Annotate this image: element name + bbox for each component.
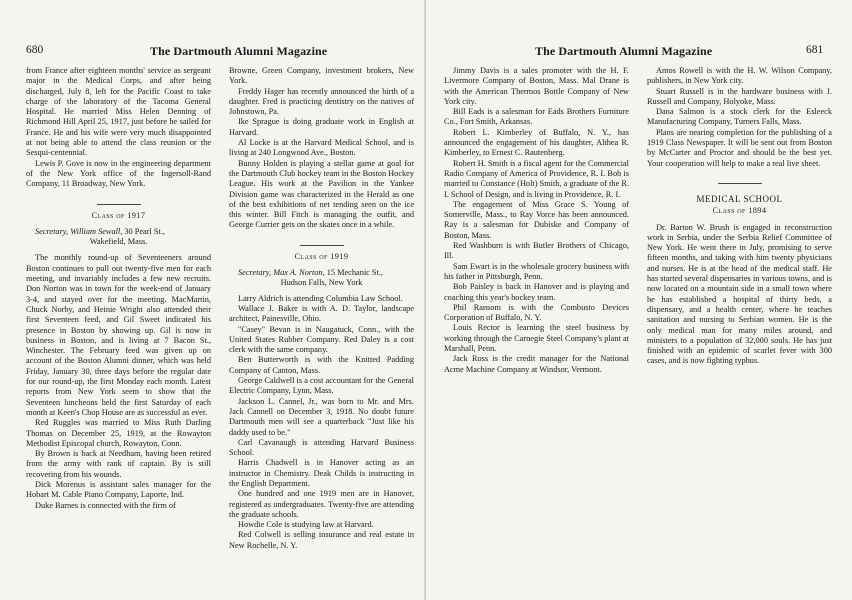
paragraph: Ben Butterworth is with the Knitted Padding Company of Canton, Mass.: [229, 355, 414, 375]
paragraph: The engagement of Miss Grace S. Young of Somerville, Mass., to Ray Vorce has been announced. Ray is a salesman for Dubiske and Company of Boston, Mass.: [444, 199, 629, 240]
secretary-name: William Sewall,: [70, 226, 123, 236]
paragraph: Freddy Hager has recently announced the birth of a daughter. Fred is practicing dentistry on the natives of Johnstown, Pa.: [229, 86, 414, 117]
paragraph: Harris Chadwell is in Hanover acting as an instructor in Chemistry. Deak Childs is instructing in the English Department.: [229, 458, 414, 488]
paragraph: Browne, Green Company, investment brokers, New York.: [229, 66, 414, 86]
right-page: [426, 0, 852, 600]
paragraph: Plans are nearing completion for the publishing of a 1919 Class Newspaper. It will be sent out from Boston by McCarter and Proctor and should be the best yet. Your cooperation will help to make a real live sheet.: [647, 127, 832, 168]
secretary-name: Max A. Norton,: [273, 268, 325, 278]
paragraph: Dr. Barton W. Brush is engaged in reconstruction work in Serbia, under the Serbia Relief Committee of New York. He went there in July, promising to serve fifteen months, and taking with him twenty physicians and nurses. He is at the head of the medical staff. He has started several dispensaries in various towns, and is now located on a mountain side in a small town where he has established a hospital of thirty beds, a dispensary, and a health center, where he teaches sanitation and nursing to Serbian women. He is the only medical man for many miles around, and ministers to a population of 32,000 souls. He has just finished with an epidemic of scarlet fever with 300 cases, and is now fighting typhus.: [647, 222, 832, 366]
paragraph: The monthly round-up of Seventeeners around Boston continues to pull out twenty-five men for each meeting, and invariably includes a few new recruits. Don Norton was in town for the week-end of January 3-4, and stayed over for the meeting. MacMartin, Chuck Norby, and Heinie Wright also attended their first Seventeen feed, and Gil Sweet indicated his presence in Boston by showing up. Gil is now in business in Boston, and is living at 7 Bacon St., Winchester. The February feed was given up on account of the Boston Alumni dinner, which was held Friday, January 30, three days before the regular date for our round-up, the first Monday each month. Latest reports from New York seem to show that the Seventeen luncheons held the first Saturday of each month at Keen's Chop House are as successful as ever.: [26, 253, 211, 417]
paragraph: Sam Ewart is in the wholesale grocery business with his father in Pittsburgh, Penn.: [444, 261, 629, 281]
paragraph: Al Locke is at the Harvard Medical School, and is living at 240 Longwood Ave., Boston.: [229, 138, 414, 158]
secretary-line-1917: [26, 227, 211, 237]
paragraph: Jimmy Davis is a sales promoter with the H. F. Livermore Company of Boston, Mass. Mal Drane is with the American Thermos Bottle Company of New York city.: [444, 66, 629, 106]
paragraph: Jackson L. Cannel, Jr., was born to Mr. and Mrs. Jack Cannell on December 3, 1918. No doubt future Dartmouth men will see a quarterback "Just like his daddy used to be.": [229, 396, 414, 437]
paragraph: Dana Salmon is a stock clerk for the Esleeck Manufacturing Company, Turners Falls, Mass.: [647, 107, 832, 127]
secretary-label: Secretary,: [238, 268, 272, 278]
paragraph: By Brown is back at Needham, having been retired from the army with rank of captain. By is still recovering from his wounds.: [26, 449, 211, 479]
paragraph: Bill Eads is a salesman for Eads Brothers Furniture Co., Fort Smith, Arkansas.: [444, 107, 629, 127]
column-2: [229, 66, 414, 551]
paragraph: Red Washburn is with Butler Brothers of Chicago, Ill.: [444, 241, 629, 261]
page-number-right: 681: [806, 44, 824, 56]
class-heading-1917: [26, 204, 211, 221]
class-heading-1894: [647, 206, 832, 216]
paragraph: Dick Morenus is assistant sales manager for the Hobart M. Cable Piano Company, Laporte, Ind.: [26, 479, 211, 500]
medical-school-divider: [647, 183, 832, 184]
paragraph: "Casey" Bevan is in Naugatuck, Conn., with the United States Rubber Company. Red Daley is a cost clerk with the same company.: [229, 324, 414, 355]
paragraph: Bunny Holden is playing a stellar game at goal for the Dartmouth Club hockey team in the Boston Hockey League. His work at the Pavilion in the Yankee Division game was characterized in the Herald as one of the best exhibitions of net tending seen on the ice this winter. Bill Fitch is managing the outfit, and George Currier gets on the skates once in a while.: [229, 158, 414, 230]
paragraph: Jack Ross is the credit manager for the National Acme Machine Company at Windsor, Vermont.: [444, 354, 629, 374]
paragraph: Wallace J. Baker is with A. D. Taylor, landscape architect, Painesville, Ohio.: [229, 303, 414, 324]
secretary-address-1: 15 Mechanic St.,: [326, 268, 383, 278]
running-head-right: The Dartmouth Alumni Magazine: [535, 44, 713, 58]
class-heading-1919: [229, 245, 414, 262]
secretary-address-1: 30 Pearl St.,: [124, 226, 165, 236]
paragraph: Lewis P. Gove is now in the engineering department of the New York office of the Ingersoll-Rand Company, 11 Broadway, New York.: [26, 158, 211, 189]
class-1894-label: Class of 1894: [712, 206, 767, 216]
class-1919-label: Class of 1919: [294, 251, 349, 261]
paragraph: Phil Ransom is with the Combusto Devices Corporation of Buffalo, N. Y.: [444, 302, 629, 323]
paragraph: One hundred and one 1919 men are in Hanover, registered as undergraduates. Twenty-five are attending the graduate schools.: [229, 489, 414, 519]
secretary-address-2: Wakefield, Mass.: [89, 237, 148, 247]
column-1: [26, 66, 211, 511]
running-head-left: The Dartmouth Alumni Magazine: [150, 44, 328, 58]
secretary-address-2: Hudson Falls, New York: [280, 278, 363, 288]
paragraph: Louis Rector is learning the steel business by working through the Carnegie Steel Company's plant at Marshall, Penn.: [444, 323, 629, 354]
paragraph: Larry Aldrich is attending Columbia Law School.: [238, 293, 403, 303]
paragraph: Stuart Russell is in the hardware business with J. Russell and Company, Holyoke, Mass.: [647, 86, 832, 106]
paragraph: Carl Cavanaugh is attending Harvard Business School.: [229, 437, 414, 458]
paragraph: Robert H. Smith is a fiscal agent for the Commercial Radio Company of America of Providence, R. I. Bob is married to Constance (Holt) Smith, a graduate of the R. I. School of Design, and is living in Providence, R. I.: [444, 158, 629, 199]
paragraph: Ike Sprague is doing graduate work in English at Harvard.: [229, 117, 414, 137]
page-number-left: 680: [26, 44, 44, 56]
paragraph: Duke Barnes is connected with the firm of: [35, 500, 176, 510]
paragraph: Red Ruggles was married to Miss Ruth Darling Thomas on December 25, 1919, at the Rowayton Methodist Episcopal church, Rowayton, Conn.: [26, 418, 211, 448]
paragraph: Howdie Cole is studying law at Harvard.: [238, 520, 374, 530]
medical-school-title: MEDICAL SCHOOL: [696, 193, 783, 204]
secretary-label: Secretary,: [35, 226, 69, 236]
paragraph: Red Colwell is selling insurance and real estate in New Rochelle, N. Y.: [229, 530, 414, 550]
column-4: [647, 66, 832, 367]
class-1917-label: Class of 1917: [91, 210, 146, 220]
paragraph: George Caldwell is a cost accountant for the General Electric Company, Lynn, Mass.: [229, 376, 414, 396]
column-3: [444, 66, 629, 375]
paragraph: from France after eighteen months' service as sergeant major in the Medical Corps, and after being discharged, July 8, left for the Pacific Coast to take charge of the laboratory of the Tacoma General Hospital. He married Miss Helen Denning of Richmond Hill April 25, 1917, just before he sailed for France. He and his wife were very much disappointed at not being able to attend the class reunion or the Sesqui-centennial.: [26, 66, 211, 158]
paragraph: Robert L. Kimberley of Buffalo, N. Y., has announced the engagement of his daughter, Althea R. Kimberley, to Ernest C. Rautenberg.: [444, 127, 629, 158]
paragraph: Amos Rowell is with the H. W. Wilson Company, publishers, in New York city.: [647, 66, 832, 86]
paragraph: Bob Paisley is back in Hanover and is playing and coaching this year's hockey team.: [444, 282, 629, 302]
secretary-line-1919: [229, 268, 414, 278]
